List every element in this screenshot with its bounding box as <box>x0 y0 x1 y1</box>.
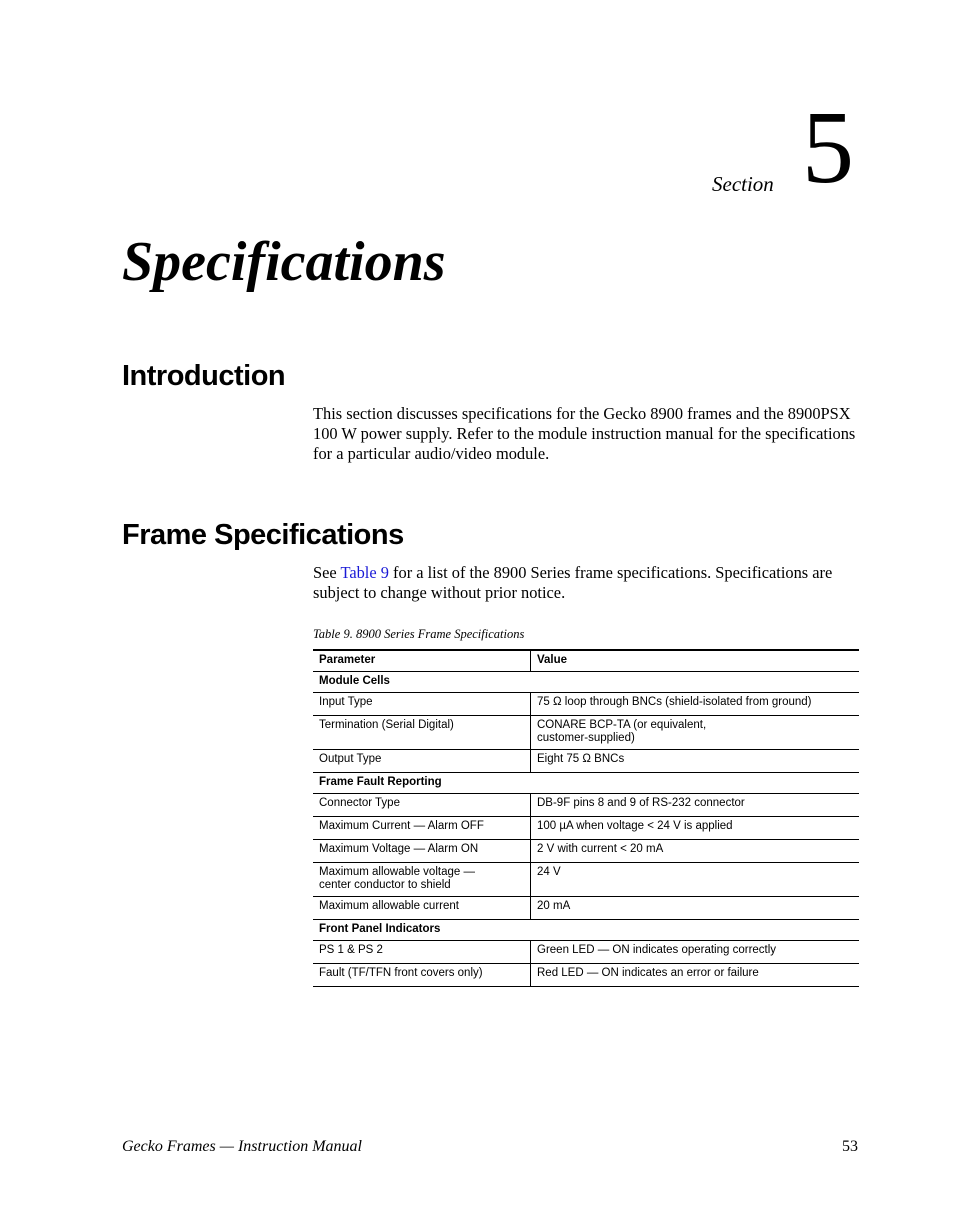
value-cell: 20 mA <box>531 897 860 920</box>
paragraph-suffix: for a list of the 8900 Series frame specifications. Specifications are subject to change without prior notice. <box>313 563 833 602</box>
table-row <box>313 897 859 920</box>
parameter-cell: Termination (Serial Digital) <box>313 716 531 750</box>
value-cell: 24 V <box>531 863 860 897</box>
table-body <box>313 672 859 987</box>
parameter-cell: Connector Type <box>313 794 531 817</box>
parameter-cell: Maximum Current — Alarm OFF <box>313 817 531 840</box>
table-row <box>313 817 859 840</box>
table-row <box>313 840 859 863</box>
footer-page-number: 53 <box>842 1138 858 1155</box>
paragraph-prefix: See <box>313 563 341 582</box>
group-title: Frame Fault Reporting <box>313 773 859 794</box>
parameter-cell: Maximum allowable voltage — center conductor to shield <box>313 863 531 897</box>
group-title: Front Panel Indicators <box>313 920 859 941</box>
parameter-cell: Maximum Voltage — Alarm ON <box>313 840 531 863</box>
table-group-row <box>313 773 859 794</box>
value-cell: Red LED — ON indicates an error or failure <box>531 964 860 987</box>
parameter-cell: PS 1 & PS 2 <box>313 941 531 964</box>
value-cell: DB-9F pins 8 and 9 of RS-232 connector <box>531 794 860 817</box>
value-cell: 100 µA when voltage < 24 V is applied <box>531 817 860 840</box>
value-cell: Eight 75 Ω BNCs <box>531 750 860 773</box>
value-cell: CONARE BCP-TA (or equivalent, customer-supplied) <box>531 716 860 750</box>
table-row <box>313 941 859 964</box>
table-row <box>313 794 859 817</box>
table-header-row <box>313 650 859 672</box>
table-row <box>313 750 859 773</box>
frame-specifications-paragraph <box>313 563 861 603</box>
table-row <box>313 863 859 897</box>
section-number: 5 <box>802 90 854 205</box>
column-header-parameter: Parameter <box>313 650 531 672</box>
table-row <box>313 964 859 987</box>
section-label: Section <box>712 172 774 196</box>
frame-specifications-heading: Frame Specifications <box>122 519 404 551</box>
value-cell: Green LED — ON indicates operating correctly <box>531 941 860 964</box>
table-9-link[interactable]: Table 9 <box>340 563 389 582</box>
parameter-cell: Maximum allowable current <box>313 897 531 920</box>
parameter-cell: Input Type <box>313 693 531 716</box>
introduction-paragraph: This section discusses specifications for the Gecko 8900 frames and the 8900PSX 100 W power supply. Refer to the module instruction manual for the specifications for a particular audio/video module. <box>313 404 856 463</box>
table-row <box>313 693 859 716</box>
parameter-cell: Fault (TF/TFN front covers only) <box>313 964 531 987</box>
group-title: Module Cells <box>313 672 859 693</box>
table-group-row <box>313 672 859 693</box>
column-header-value: Value <box>531 650 860 672</box>
page-title: Specifications <box>122 231 446 293</box>
introduction-heading: Introduction <box>122 360 286 392</box>
value-cell: 2 V with current < 20 mA <box>531 840 860 863</box>
table-group-row <box>313 920 859 941</box>
table-caption: Table 9. 8900 Series Frame Specifications <box>313 627 525 641</box>
parameter-cell: Output Type <box>313 750 531 773</box>
specifications-table <box>313 649 859 987</box>
table-row <box>313 716 859 750</box>
value-cell: 75 Ω loop through BNCs (shield-isolated from ground) <box>531 693 860 716</box>
footer-manual-title: Gecko Frames — Instruction Manual <box>122 1138 362 1155</box>
